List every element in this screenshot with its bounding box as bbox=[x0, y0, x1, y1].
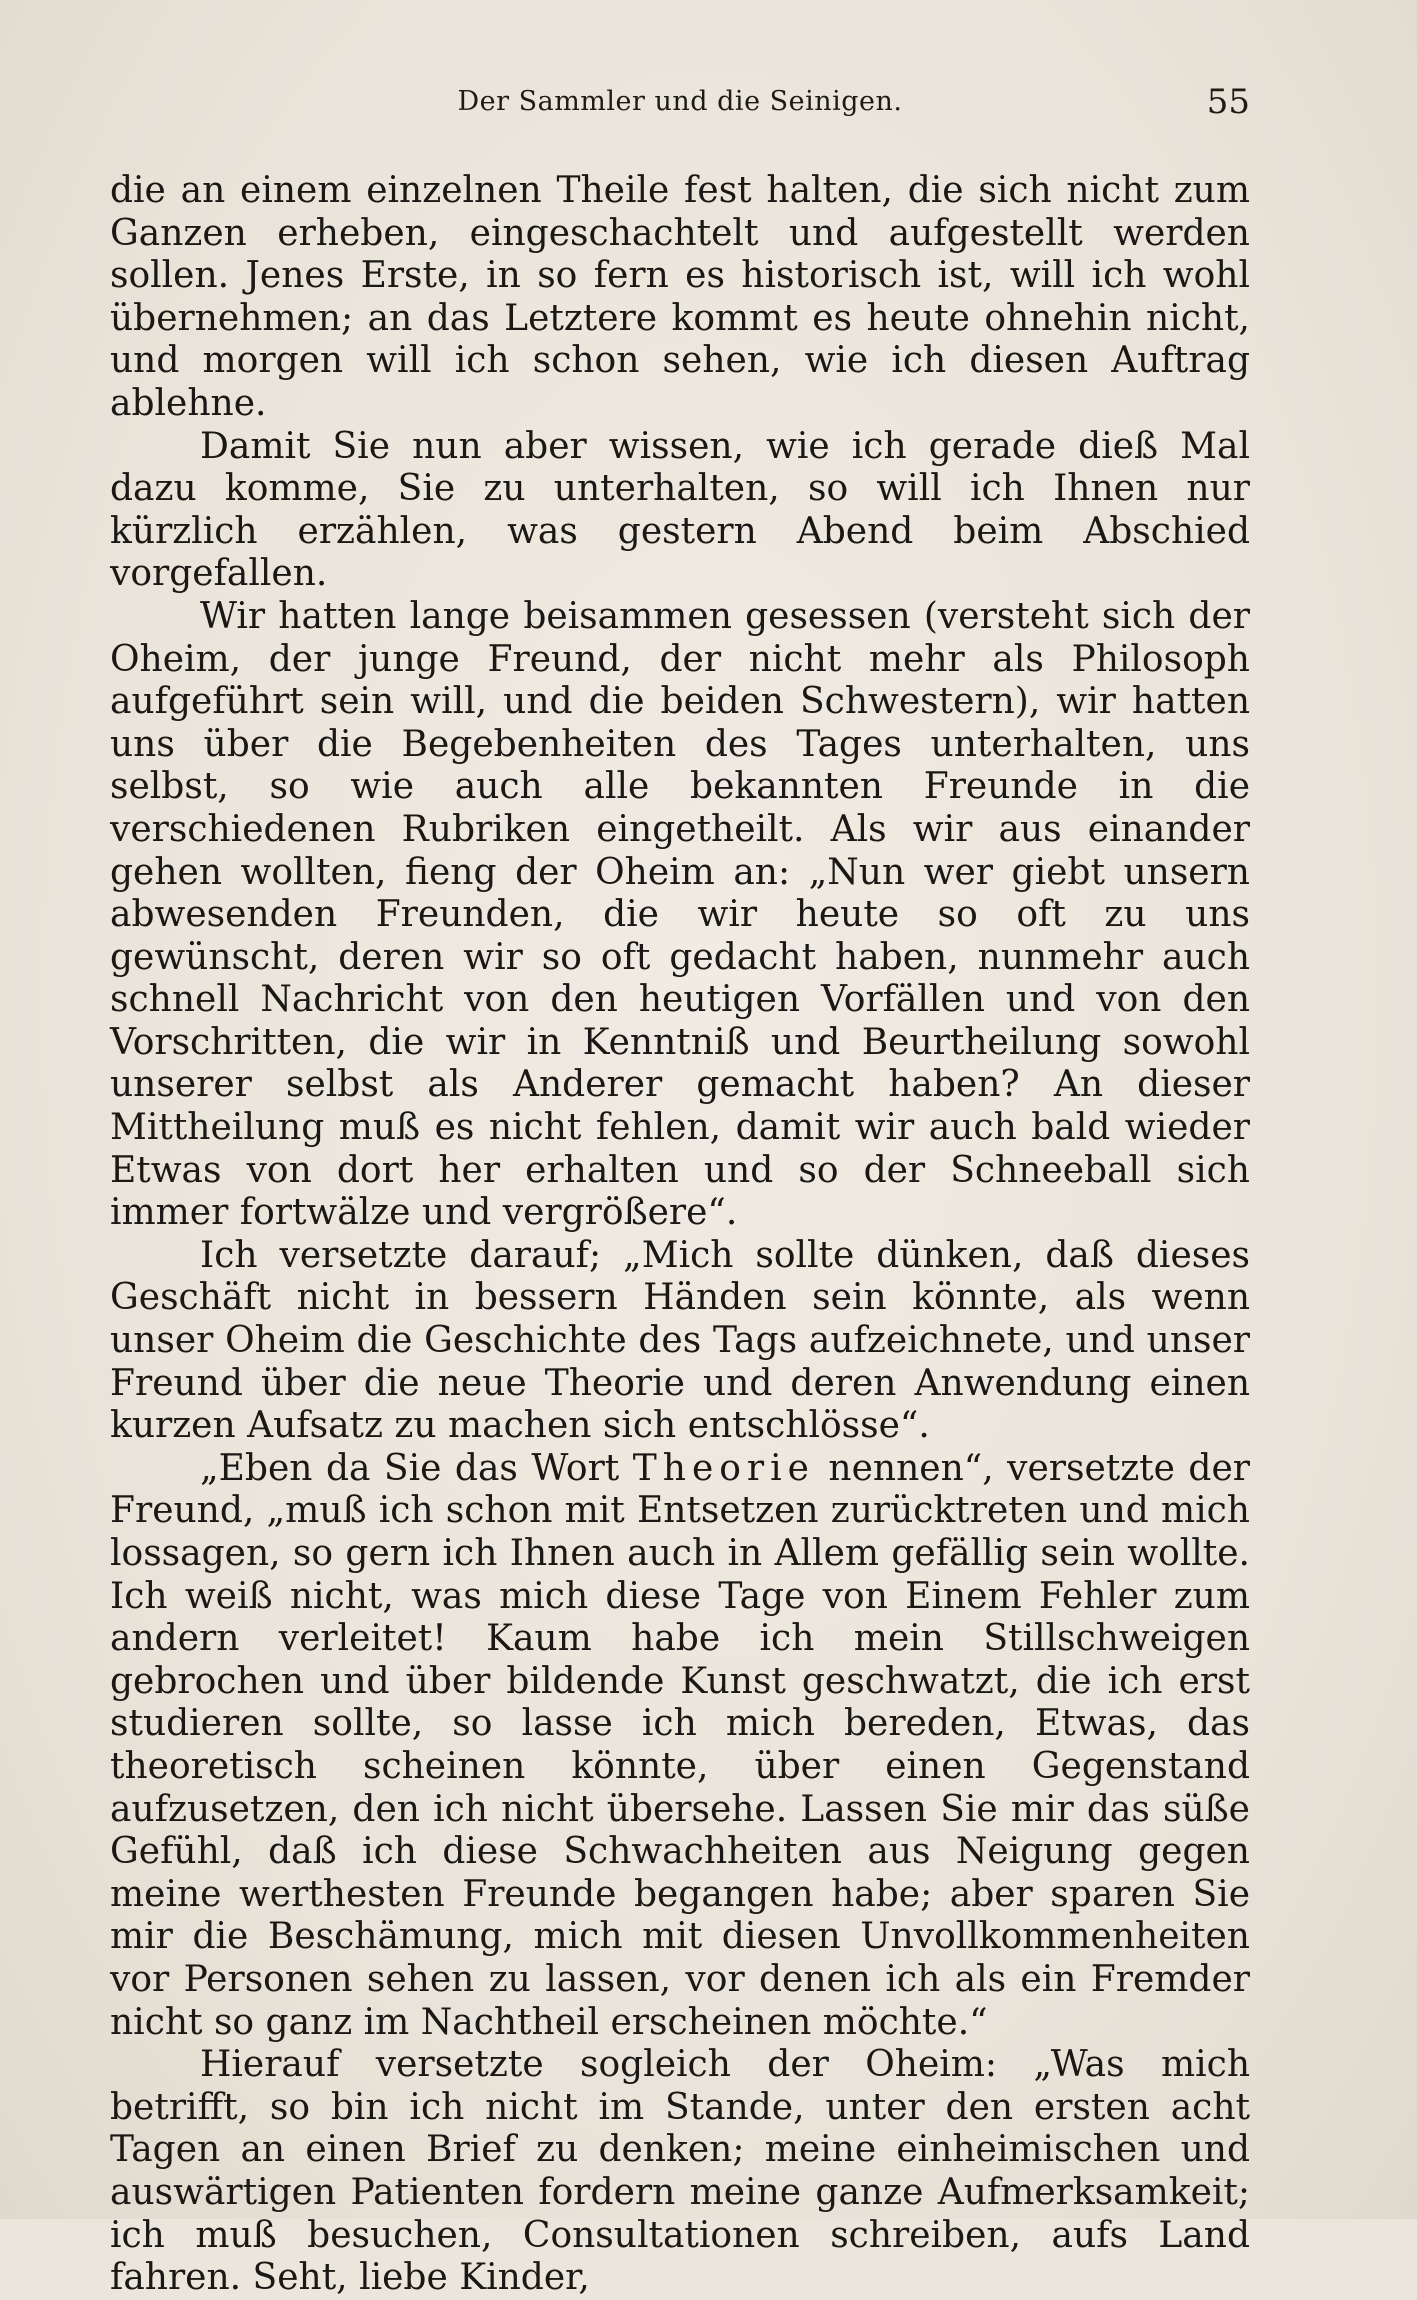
paragraph: Damit Sie nun aber wissen, wie ich gerade dieß Mal dazu komme, Sie zu unterhalten, so will ich Ihnen nur kürzlich erzählen, was gestern Abend beim Abschied vorgefallen. bbox=[110, 425, 1250, 595]
paragraph: Ich versetzte darauf; „Mich sollte dünken, daß dieses Geschäft nicht in bessern Händen sein könnte, als wenn unser Oheim die Geschichte des Tags aufzeichnete, und unser Freund über die neue Theorie und deren Anwendung einen kurzen Aufsatz zu machen sich entschlösse“. bbox=[110, 1234, 1250, 1447]
paragraph: Hierauf versetzte sogleich der Oheim: „Was mich betrifft, so bin ich nicht im Stande, unter den ersten acht Tagen an einen Brief zu denken; meine einheimischen und auswärtigen Patienten fordern meine ganze Aufmerksamkeit; ich muß besuchen, Consultationen schreiben, aufs Land fahren. Seht, liebe Kinder, bbox=[110, 2044, 1250, 2299]
page-header bbox=[110, 82, 1250, 126]
paragraph: Wir hatten lange beisammen gesessen (versteht sich der Oheim, der junge Freund, der nicht mehr als Philosoph aufgeführt sein will, und die beiden Schwestern), wir hatten uns über die Begebenheiten des Tages unterhalten, uns selbst, so wie auch alle bekannten Freunde in die verschiedenen Rubriken eingetheilt. Als wir aus einander gehen wollten, fieng der Oheim an: „Nun wer giebt unsern abwesenden Freunden, die wir heute so oft zu uns gewünscht, deren wir so oft gedacht haben, nunmehr auch schnell Nachricht von den heutigen Vorfällen und von den Vorschritten, die wir in Kenntniß und Beurtheilung sowohl unserer selbst als Anderer gemacht haben? An dieser Mittheilung muß es nicht fehlen, damit wir auch bald wieder Etwas von dort her erhalten und so der Schneeball sich immer fortwälze und vergrößere“. bbox=[110, 595, 1250, 1234]
paragraph-text-after: nennen“, versetzte der Freund, „muß ich schon mit Entsetzen zurücktreten und mich lossagen, so gern ich Ihnen auch in Allem gefällig sein wollte. Ich weiß nicht, was mich diese Tage von Einem Fehler zum andern verleitet! Kaum habe ich mein Stillschweigen gebrochen und über bildende Kunst geschwatzt, die ich erst studieren sollte, so lasse ich mich bereden, Etwas, das theoretisch scheinen könnte, über einen Gegenstand aufzusetzen, den ich nicht übersehe. Lassen Sie mir das süße Gefühl, daß ich diese Schwachheiten aus Neigung gegen meine werthesten Freunde begangen habe; aber sparen Sie mir die Beschämung, mich mit diesen Unvollkommenheiten vor Personen sehen zu lassen, vor denen ich als ein Fremder nicht so ganz im Nachtheil erscheinen möchte.“ bbox=[110, 1447, 1250, 2043]
paragraph bbox=[110, 1448, 1250, 2044]
paragraph-text-before: „Eben da Sie das Wort bbox=[200, 1447, 633, 1489]
running-title: Der Sammler und die Seinigen. bbox=[457, 86, 903, 117]
body-text bbox=[110, 170, 1250, 2300]
page-number: 55 bbox=[1206, 82, 1250, 122]
paragraph: die an einem einzelnen Theile fest halten, die sich nicht zum Ganzen erheben, eingeschachtelt und aufgestellt werden sollen. Jenes Erste, in so fern es historisch ist, will ich wohl übernehmen; an das Letztere kommt es heute ohnehin nicht, und morgen will ich schon sehen, wie ich diesen Auftrag ablehne. bbox=[110, 170, 1250, 424]
emphasized-word: Theorie bbox=[632, 1447, 815, 1489]
